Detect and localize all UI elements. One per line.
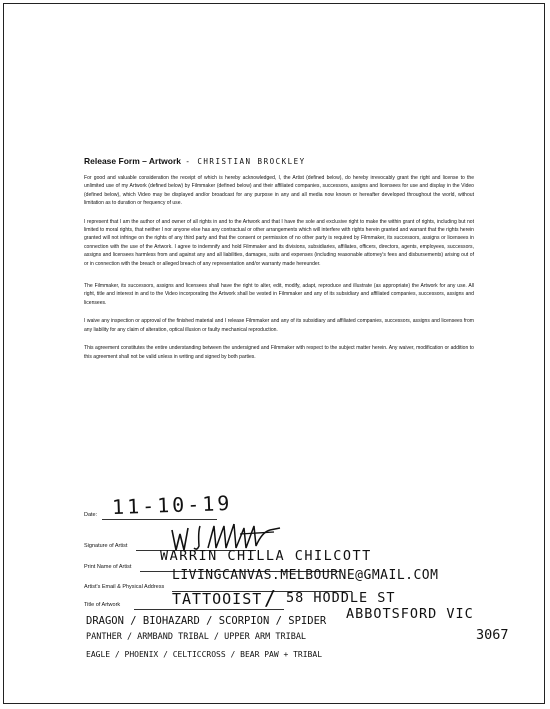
artwork-title-value[interactable]: TATTOOIST bbox=[172, 590, 263, 608]
artwork-list-line-3[interactable]: EAGLE / PHOENIX / CELTICCROSS / BEAR PAW + TRIBAL bbox=[86, 650, 323, 659]
print-name-label: Print Name of Artist bbox=[84, 564, 132, 570]
artwork-title-label: Title of Artwork bbox=[84, 602, 121, 608]
email-address-label: Artist's Email & Physical Address bbox=[84, 584, 165, 590]
paragraph-entire-agreement: This agreement constitutes the entire understanding between the undersigned and Filmmaker with respect to the subject matter herein. Any waiver, modification or addition to this agreement shall not be valid unless in writing and signed by both parties. bbox=[84, 345, 474, 360]
print-name-value[interactable]: WARRIN CHILLA CHILCOTT bbox=[160, 548, 372, 564]
address-line-2[interactable]: ABBOTSFORD VIC bbox=[346, 606, 474, 622]
paragraph-waiver: I waive any inspection or approval of the finished material and I release Filmmaker and any of its subsidiary and affiliated companies, successors, assigns and licensees from any liability for any claim of alteration, optical illusion or faulty mechanical reproduction. bbox=[84, 318, 474, 333]
date-label: Date: bbox=[84, 512, 98, 518]
title-address-divider: / bbox=[264, 586, 277, 610]
artwork-list-line-2[interactable]: PANTHER / ARMBAND TRIBAL / UPPER ARM TRIBAL bbox=[86, 632, 307, 642]
paragraph-modification-rights: The Filmmaker, its successors, assigns and licensees shall have the right to alter, edit, modify, adapt, reproduce and illustrate (as appropriate) the Artwork for any use. All right, title and interest in and to the Video incorporating the Artwork shall be vested in Filmmaker and any of its subsidiary and affiliated companies, successors, assigns and licensees. bbox=[84, 283, 474, 306]
address-line-3[interactable]: 3067 bbox=[476, 627, 509, 643]
form-title-row bbox=[84, 156, 474, 166]
paragraph-representation: I represent that I am the author of and owner of all rights in and to the Artwork and that I have the sole and exclusive right to make the within grant of rights, including but not limited to moral rights, that neither I nor anyone else has any contractual or other arrangements which will interfere with rights herein granted and warrant that the rights herein granted will not infringe on the rights of any third party and that the consent or permission of no other party is required by Filmmaker, its successors, assigns or licensees in connection with the use of the Artwork. I agree to indemnify and hold Filmmaker and its divisions, subsidiaries, affiliates, officers, directors, agents, employees, successors, assigns and licensees harmless from and against any and all liabilities, damages, suits and expenses (including reasonable attorney's fees and disbursements) arising out of or in connection with the breach or alleged breach of any representation and/or warranty made hereunder. bbox=[84, 218, 474, 267]
form-title: Release Form – Artwork bbox=[84, 156, 181, 166]
paragraph-grant: For good and valuable consideration the receipt of which is hereby acknowledged, I, the Artist (defined below), do hereby irrevocably grant the right and license to the unlimited use of my Artwork (defined below) by Filmmaker (defined below) and their affiliated companies, successors, assigns and licensees for use and display in the Video (defined below), which Video may be displayed and/or broadcast for any purpose in any and all media now known or hereafter developed throughout the world, without limitation as to duration or frequency of use. bbox=[84, 175, 474, 207]
date-value[interactable]: 11-10-19 bbox=[111, 490, 233, 520]
release-form bbox=[84, 156, 474, 371]
artwork-title-line bbox=[134, 609, 284, 610]
signature-label: Signature of Artist bbox=[84, 543, 128, 549]
address-line-1[interactable]: 58 HODDLE ST bbox=[286, 590, 396, 606]
email-value[interactable]: LIVINGCANVAS.MELBOURNE@GMAIL.COM bbox=[172, 568, 439, 583]
handwritten-name-annotation: - CHRISTIAN BROCKLEY bbox=[185, 157, 306, 166]
artwork-list-line-1[interactable]: DRAGON / BIOHAZARD / SCORPION / SPIDER bbox=[86, 615, 327, 627]
